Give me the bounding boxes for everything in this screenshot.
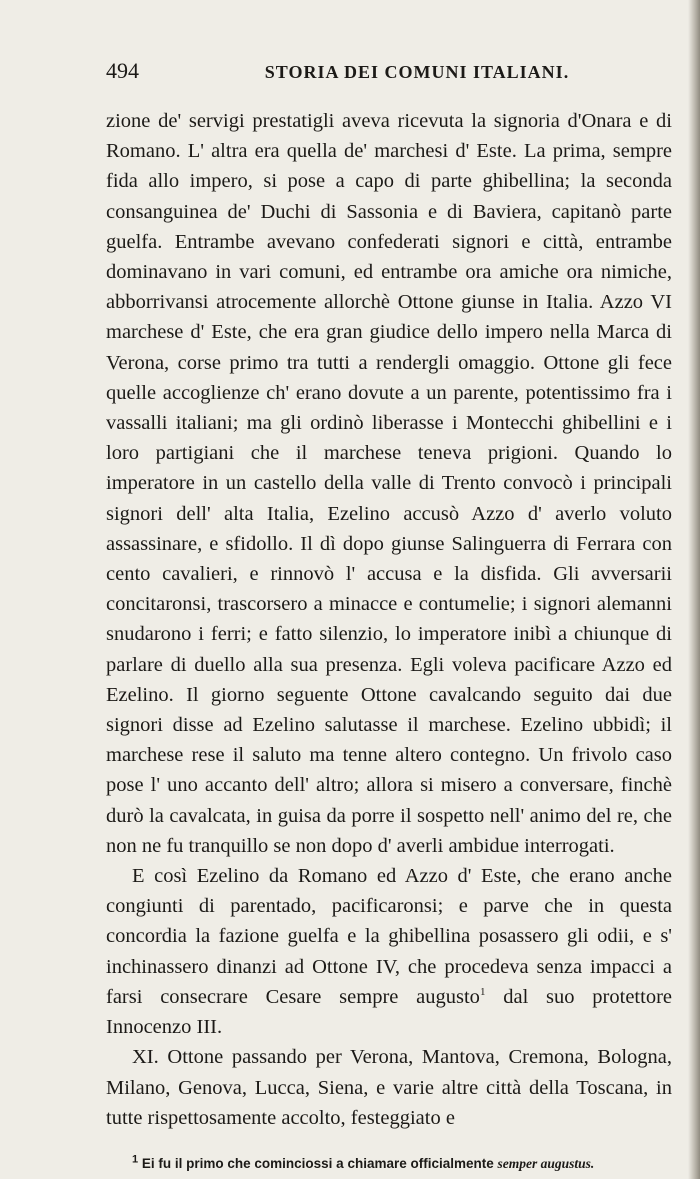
paragraph-3-text: XI. Ottone passando per Verona, Mantova, Cremona, Bologna, Milano, Genova, Lucca, Siena, e varie altre città della Toscana, in tutte rispettosamente accolto, festeggiato e <box>106 1046 672 1129</box>
footnote-reference[interactable]: 1 <box>479 986 486 999</box>
paragraph-1 <box>106 106 672 861</box>
paragraph-2 <box>106 861 672 1042</box>
footnote-separator <box>106 1133 672 1149</box>
running-title: STORIA DEI COMUNI ITALIANI. <box>264 62 570 82</box>
footnote-text: Ei fu il primo che cominciossi a chiamare officialmente <box>141 1155 498 1171</box>
footnote <box>106 1155 672 1173</box>
page-edge <box>688 0 700 1179</box>
paragraph-1-text: zione de' servigi prestatigli aveva ricevuta la signoria d'Onara e di Romano. L' altra era quella de' marchesi d' Este. La prima, sempre fida allo impero, si pose a capo di parte ghibellina; la seconda consanguinea de' Duchi di Sassonia e di Baviera, capitanò parte guelfa. Entrambe avevano confederati signori e città, entrambe dominavano in vari comuni, ed entrambe ora amiche ora nimiche, abborrivansi atrocemente allorchè Ottone giunse in Italia. Azzo VI marchese d' Este, che era gran giudice dello impero nella Marca di Verona, corse primo tra tutti a rendergli omaggio. Ottone gli fece quelle accoglienze ch' erano dovute a un parente, potentissimo fra i vassalli italiani; ma gli ordinò liberasse i Montecchi ghibellini e i loro partigiani che il marchese teneva prigioni. Quando lo imperatore in un castello della valle di Trento convocò i principali signori dell' alta Italia, Ezelino accusò Azzo d' averlo voluto assassinare, e sfidollo. Il dì dopo giunse Salinguerra di Ferrara con cento cavalieri, e rinnovò l' accusa e la disfida. Gli avversarii concitaronsi, trascorsero a minacce e contumelie; i signori alemanni snudarono i ferri; e fatto silenzio, lo imperatore inibì a chiunque di parlare di duello alla sua presenza. Egli voleva pacificare Azzo ed Ezelino. Il giorno seguente Ottone cavalcando seguito dai due signori disse ad Ezelino salutasse il marchese. Ezelino ubbidì; il marchese rese il saluto ma tenne altero contegno. Un frivolo caso pose l' uno accanto dell' altro; allora si misero a conversare, finchè durò la cavalcata, in guisa da porre il sospetto nell' animo del re, che non ne fu tranquillo se non dopo d' averli ambidue interrogati. <box>106 110 672 857</box>
body-text <box>106 106 672 1133</box>
footnote-marker: 1 <box>132 1153 139 1166</box>
paragraph-3 <box>106 1042 672 1133</box>
page-number: 494 <box>106 58 139 83</box>
footnote-emphasis: semper augustus. <box>497 1155 595 1171</box>
page-header <box>106 58 672 84</box>
paragraph-2-text-after: dal suo protettore Innocenzo III. <box>106 985 672 1039</box>
paragraph-2-text: E così Ezelino da Romano ed Azzo d' Este, che erano anche congiunti di parentado, pacificaronsi; e parve che in questa concordia la fazione guelfa e la ghibellina posassero gli odii, e s' inchinassero dinanzi ad Ottone IV, che procedeva senza impacci a farsi consecrare Cesare sempre augusto <box>106 865 672 1008</box>
